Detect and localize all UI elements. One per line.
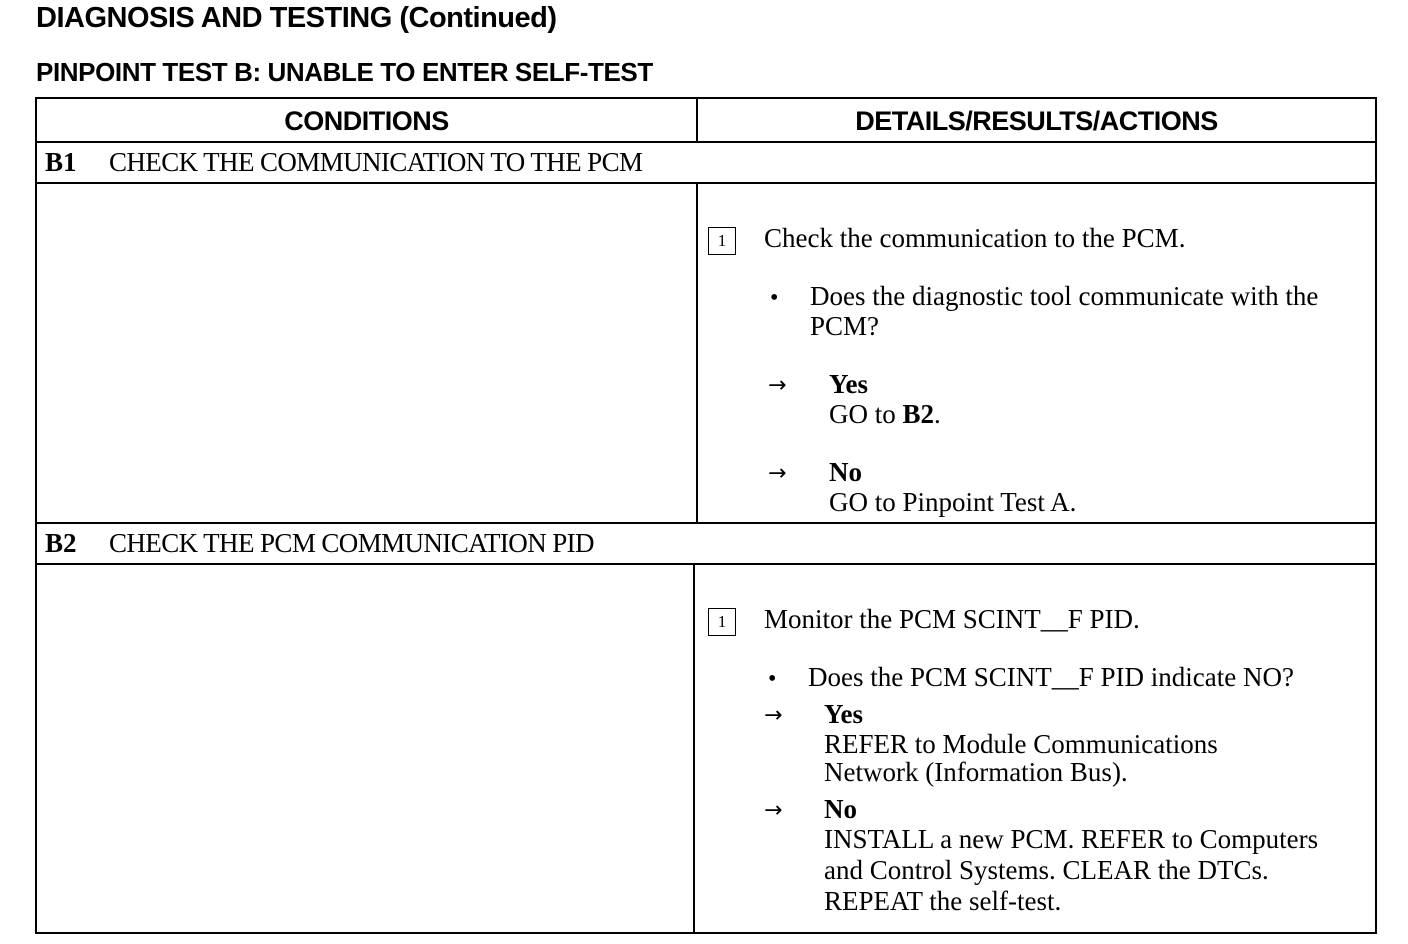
b2-no-line-1: INSTALL a new PCM. REFER to Computers <box>824 824 1319 854</box>
b2-action-text: Monitor the PCM SCINT__F PID. <box>764 604 1140 634</box>
b1-no-text: GO to Pinpoint Test A. <box>829 487 1077 517</box>
b1-action-number-box: 1 <box>708 227 736 255</box>
b2-no-arrow: → <box>764 798 783 823</box>
step-b2-title: CHECK THE PCM COMMUNICATION PID <box>109 527 594 558</box>
step-b1-title-row <box>37 143 1375 181</box>
step-b1-id: B1 <box>45 146 77 177</box>
b2-question-line-1: Does the PCM SCINT__F PID indicate NO? <box>808 662 1294 692</box>
b1-yes-target: B2 <box>902 399 935 429</box>
b2-yes-line-1: REFER to Module Communications <box>824 729 1218 759</box>
b2-no-line-2: and Control Systems. CLEAR the DTCs. <box>824 855 1269 885</box>
b1-question-line-1: Does the diagnostic tool communicate with the <box>810 281 1319 311</box>
b1-yes-label: Yes <box>829 369 868 399</box>
b2-action-number-box: 1 <box>708 608 736 636</box>
b1-yes-arrow: → <box>768 373 787 398</box>
pinpoint-test-title: PINPOINT TEST B: UNABLE TO ENTER SELF-TEST <box>36 57 653 87</box>
step-b2-title-row <box>37 524 1375 562</box>
b2-title-divider <box>37 563 1375 565</box>
b1-yes-text: GO to B2. <box>829 399 941 429</box>
b2-yes-label: Yes <box>824 699 863 729</box>
b2-no-label: No <box>824 794 857 824</box>
step-b1-title: CHECK THE COMMUNICATION TO THE PCM <box>109 146 643 177</box>
column-divider-b1 <box>696 182 698 524</box>
b1-no-arrow: → <box>768 461 787 486</box>
details-header: DETAILS/RESULTS/ACTIONS <box>855 105 1218 136</box>
column-divider-b2 <box>693 563 695 934</box>
b2-yes-line-2: Network (Information Bus). <box>824 757 1128 787</box>
b2-question-bullet: • <box>768 666 777 692</box>
conditions-header: CONDITIONS <box>284 105 449 136</box>
b2-no-line-3: REPEAT the self-test. <box>824 886 1062 916</box>
pinpoint-test-table <box>35 97 1377 934</box>
b1-question-line-2: PCM? <box>810 311 880 341</box>
b1-question-bullet: • <box>770 285 779 311</box>
step-b2-id: B2 <box>45 527 77 558</box>
b1-title-divider <box>37 182 1375 184</box>
b1-no-label: No <box>829 457 862 487</box>
b1-action-text: Check the communication to the PCM. <box>764 223 1186 253</box>
b2-yes-arrow: → <box>764 703 783 728</box>
page-title: DIAGNOSIS AND TESTING (Continued) <box>36 2 557 34</box>
